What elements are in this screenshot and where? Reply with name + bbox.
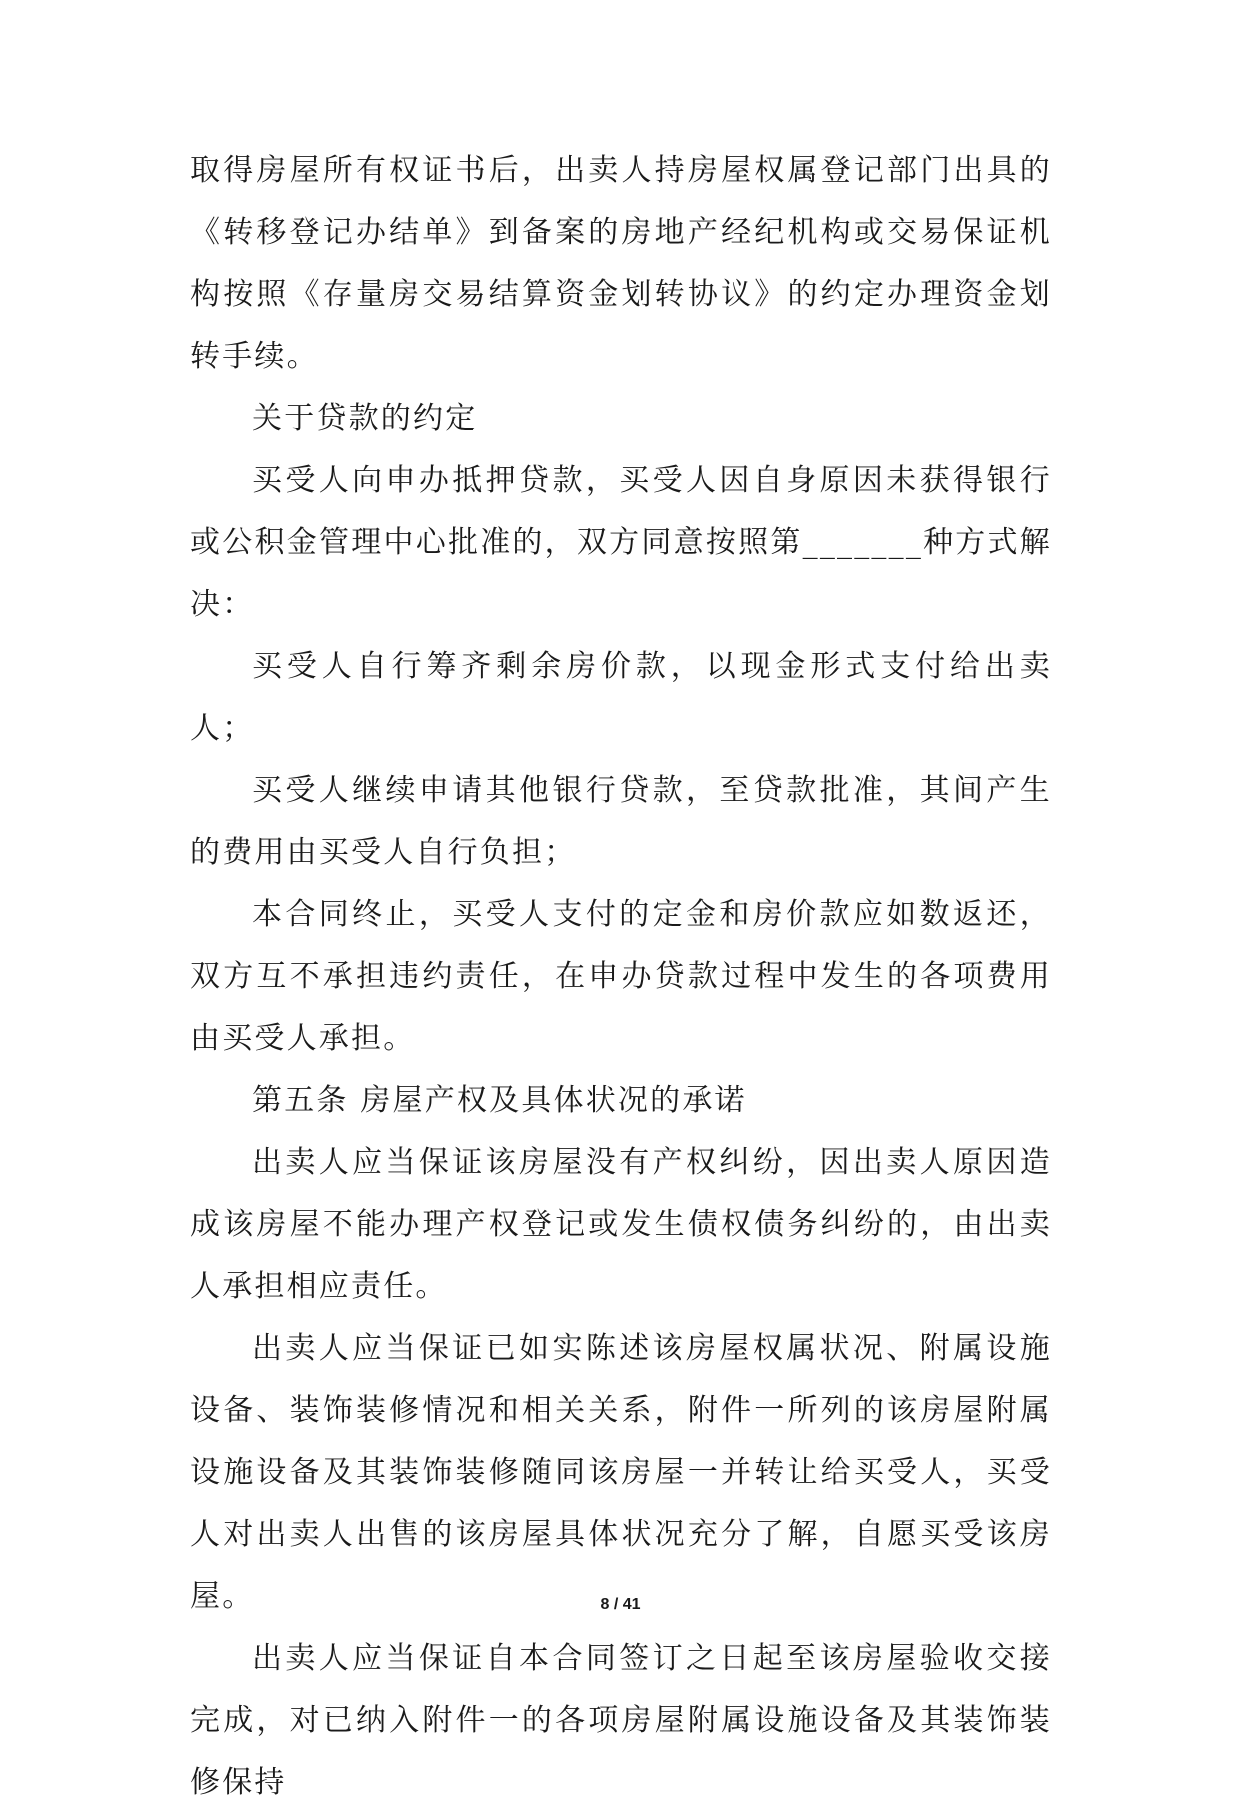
paragraph-no-dispute: 出卖人应当保证该房屋没有产权纠纷，因出卖人原因造成该房屋不能办理产权登记或发生债权债务纠纷的，由出卖人承担相应责任。 — [190, 1145, 1052, 1304]
document-body — [190, 140, 1052, 1814]
paragraph-maintain-condition: 出卖人应当保证自本合同签订之日起至该房屋验收交接完成，对已纳入附件一的各项房屋附属设施设备及其装饰装修保持 — [190, 1641, 1052, 1800]
section-heading-article-5: 第五条 房屋产权及具体状况的承诺 — [252, 1083, 747, 1118]
paragraph-option-other-bank: 买受人继续申请其他银行贷款，至贷款批准，其间产生的费用由买受人自行负担； — [190, 773, 1052, 870]
paragraph-option-cash: 买受人自行筹齐剩余房价款，以现金形式支付给出卖人； — [190, 649, 1052, 746]
paragraph-loan-application: 买受人向申办抵押贷款，买受人因自身原因未获得银行或公积金管理中心批准的，双方同意按照第_______种方式解决： — [190, 463, 1052, 622]
paragraph-truthful-statement: 出卖人应当保证已如实陈述该房屋权属状况、附属设施设备、装饰装修情况和相关关系，附件一所列的该房屋附属设施设备及其装饰装修随同该房屋一并转让给买受人，买受人对出卖人出售的该房屋具体状况充分了解，自愿买受该房屋。 — [190, 1331, 1052, 1614]
page-number: 8 / 41 — [600, 1596, 641, 1613]
section-heading-loan-agreement: 关于贷款的约定 — [252, 401, 478, 436]
paragraph-option-terminate: 本合同终止，买受人支付的定金和房价款应如数返还，双方互不承担违约责任，在申办贷款过程中发生的各项费用由买受人承担。 — [190, 897, 1052, 1056]
paragraph-fund-transfer: 取得房屋所有权证书后，出卖人持房屋权属登记部门出具的《转移登记办结单》到备案的房地产经纪机构或交易保证机构按照《存量房交易结算资金划转协议》的约定办理资金划转手续。 — [190, 153, 1052, 374]
